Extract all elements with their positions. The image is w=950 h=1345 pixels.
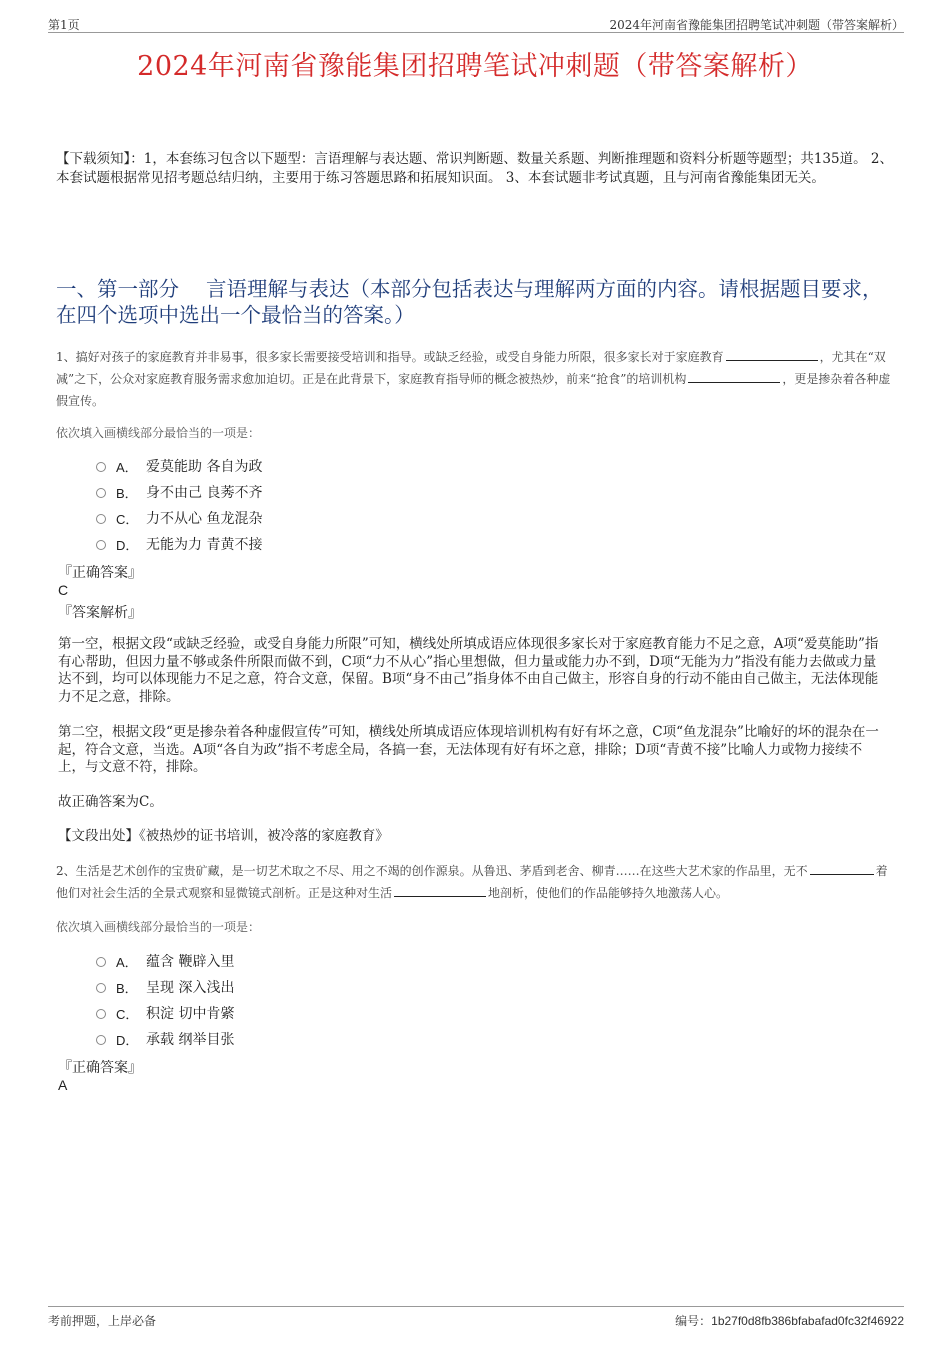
document-title: 2024年河南省豫能集团招聘笔试冲刺题（带答案解析） [137, 51, 813, 82]
question-2-part-a: 2、生活是艺术创作的宝贵矿藏，是一切艺术取之不尽、用之不竭的创作源泉。从鲁迅、茅盾到老舍、柳青……在这些大艺术家的作品里，无不 [56, 864, 808, 878]
option-c[interactable] [96, 1000, 696, 1026]
option-text: 无能为力 青黄不接 [146, 537, 263, 553]
section-heading: 一、第一部分 言语理解与表达（本部分包括表达与理解两方面的内容。请根据题目要求，在四个选项中选出一个最恰当的答案。） [56, 277, 883, 327]
radio-icon[interactable] [96, 1009, 106, 1019]
analysis-paragraph-1: 第一空，根据文段“或缺乏经验，或受自身能力所限”可知，横线处所填成语应体现很多家长对于家庭教育能力不足之意，A项“爱莫能助”指有心帮助，但因力量不够或条件所限而做不到，C项“力不从心”指心里想做，但力量或能力办不到，D项“无能为力”指没有能力去做或力量达不到，均可以体现能力不足之意，符合文意，保留。B项“身不由己”指身体不由自己做主，形容自身的行动不能由自己做主，无法体现能力不足之意，排除。 [58, 636, 879, 705]
question-2-part-b: 着他们对社会生活的全景式观察和显微镜式剖析。正是这种对生活 [56, 864, 888, 900]
option-a[interactable] [96, 453, 696, 479]
footer-code: 1b27f0d8fb386bfabafad0fc32f46922 [711, 1314, 904, 1328]
footer-slogan: 考前押题，上岸必备 [48, 1314, 157, 1328]
passage-source: 【文段出处】《被热炒的证书培训，被冷落的家庭教育》 [58, 828, 389, 844]
option-c[interactable] [96, 505, 696, 531]
footer-code-label: 编号： [675, 1314, 712, 1328]
option-letter: C． [116, 511, 139, 527]
radio-icon[interactable] [96, 488, 106, 498]
option-a[interactable] [96, 948, 696, 974]
option-letter: A． [116, 459, 138, 475]
option-letter: B． [116, 980, 138, 996]
question-1-options [96, 453, 696, 557]
option-text: 呈现 深入浅出 [146, 980, 235, 996]
footer-document-id [675, 1312, 904, 1329]
question-1-part-a: 1、搞好对孩子的家庭教育并非易事，很多家长需要接受培训和指导。或缺乏经验，或受自身能力所限，很多家长对于家庭教育 [56, 350, 724, 364]
answer-blank-2 [394, 884, 486, 897]
answer-blank-2 [688, 370, 780, 383]
option-letter: D． [116, 537, 139, 553]
radio-icon[interactable] [96, 957, 106, 967]
header-doc-title: 2024年河南省豫能集团招聘笔试冲刺题（带答案解析） [609, 18, 904, 32]
option-d[interactable] [96, 1026, 696, 1052]
correct-answer-label: 『正确答案』 [58, 1060, 142, 1076]
option-letter: A． [116, 954, 138, 970]
option-text: 积淀 切中肯綮 [146, 1006, 235, 1022]
correct-answer-value: A [58, 1077, 68, 1093]
page-number: 第1页 [48, 18, 80, 32]
page-header [48, 14, 904, 33]
option-b[interactable] [96, 479, 696, 505]
option-b[interactable] [96, 974, 696, 1000]
option-text: 承载 纲举目张 [146, 1032, 235, 1048]
radio-icon[interactable] [96, 462, 106, 472]
question-2-part-c: 地剖析，使他们的作品能够持久地激荡人心。 [488, 886, 729, 900]
option-d[interactable] [96, 531, 696, 557]
option-text: 力不从心 鱼龙混杂 [146, 511, 263, 527]
answer-blank-1 [726, 348, 818, 361]
option-text: 身不由己 良莠不齐 [146, 485, 263, 501]
question-2-instruction: 依次填入画横线部分最恰当的一项是： [56, 920, 261, 934]
option-letter: D． [116, 1032, 139, 1048]
answer-blank-1 [810, 862, 874, 875]
correct-answer-value: C [58, 582, 69, 598]
option-letter: B． [116, 485, 138, 501]
option-letter: C． [116, 1006, 139, 1022]
radio-icon[interactable] [96, 540, 106, 550]
page-footer [48, 1306, 904, 1327]
download-notice: 【下载须知】：1，本套练习包含以下题型：言语理解与表达题、常识判断题、数量关系题、判断推理题和资料分析题等题型；共135道。 2、本套试题根据常见招考题总结归纳，主要用于练习答题思路和拓展知识面。 3、本套试题非考试真题，且与河南省豫能集团无关。 [56, 151, 893, 186]
analysis-paragraph-2: 第二空，根据文段“更是掺杂着各种虚假宣传”可知，横线处所填成语应体现培训机构有好有坏之意，C项“鱼龙混杂”比喻好的坏的混杂在一起，符合文意，当选。A项“各自为政”指不考虑全局，各搞一套，无法体现有好有坏之意，排除；D项“青黄不接”比喻人力或物力接续不上，与文意不符，排除。 [58, 724, 879, 775]
option-text: 爱莫能助 各自为政 [146, 459, 263, 475]
radio-icon[interactable] [96, 983, 106, 993]
question-1-text [56, 346, 898, 412]
question-1-instruction: 依次填入画横线部分最恰当的一项是： [56, 426, 261, 440]
radio-icon[interactable] [96, 1035, 106, 1045]
correct-answer-label: 『正确答案』 [58, 565, 142, 581]
option-text: 蕴含 鞭辟入里 [146, 954, 235, 970]
radio-icon[interactable] [96, 514, 106, 524]
analysis-label: 『答案解析』 [58, 605, 142, 621]
question-1-part-c: ，更是掺杂着各种虚假宣传。 [56, 372, 891, 408]
question-1-part-b: ，尤其在“双减”之下，公众对家庭教育服务需求愈加迫切。正是在此背景下，家庭教育指导师的概念被热炒，前来“抢食”的培训机构 [56, 350, 886, 386]
analysis-conclusion: 故正确答案为C。 [58, 794, 163, 810]
question-2-options [96, 948, 696, 1052]
question-2-text [56, 860, 898, 904]
